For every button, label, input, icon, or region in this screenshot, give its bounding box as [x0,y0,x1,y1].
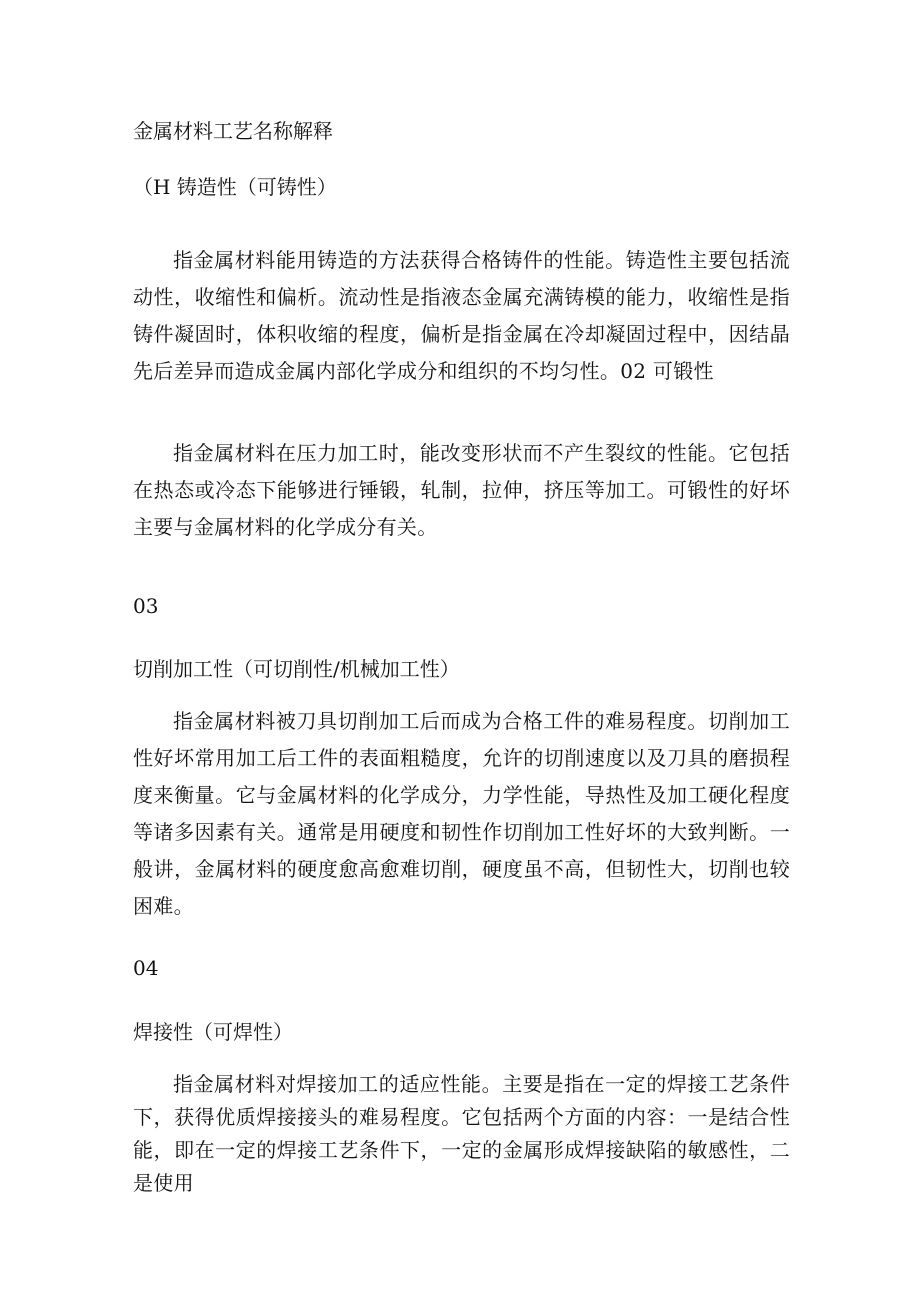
section-heading-machinability: 切削加工性（可切削性/机械加工性） [133,657,460,681]
section-number-03: 03 [133,594,159,618]
section-heading-castability: （H 铸造性（可铸性） [133,175,337,199]
paragraph-weldability: 指金属材料对焊接加工的适应性能。主要是指在一定的焊接工艺条件下，获得优质焊接接头的难易程度。它包括两个方面的内容：一是结合性能，即在一定的焊接工艺条件下，一定的金属形成焊接缺陷的敏感性，二是使用 [133,1072,790,1195]
paragraph-castability: 指金属材料能用铸造的方法获得合格铸件的性能。铸造性主要包括流动性，收缩性和偏析。流动性是指液态金属充满铸模的能力，收缩性是指铸件凝固时，体积收缩的程度，偏析是指金属在冷却凝固过程中，因结晶先后差异而造成金属内部化学成分和组织的不均匀性。02 可锻性 [133,248,790,383]
document-title: 金属材料工艺名称解释 [133,119,333,143]
paragraph-forgeability: 指金属材料在压力加工时，能改变形状而不产生裂纹的性能。它包括在热态或冷态下能够进行锤锻，轧制，拉伸，挤压等加工。可锻性的好坏主要与金属材料的化学成分有关。 [133,441,790,539]
paragraph-machinability: 指金属材料被刀具切削加工后而成为合格工件的难易程度。切削加工性好坏常用加工后工件的表面粗糙度，允许的切削速度以及刀具的磨损程度来衡量。它与金属材料的化学成分，力学性能，导热性及加工硬化程度等诸多因素有关。通常是用硬度和韧性作切削加工性好坏的大致判断。一般讲，金属材料的硬度愈高愈难切削，硬度虽不高，但韧性大，切削也较困难。 [133,709,790,918]
section-number-04: 04 [133,956,159,980]
section-heading-weldability: 焊接性（可焊性） [133,1020,293,1044]
